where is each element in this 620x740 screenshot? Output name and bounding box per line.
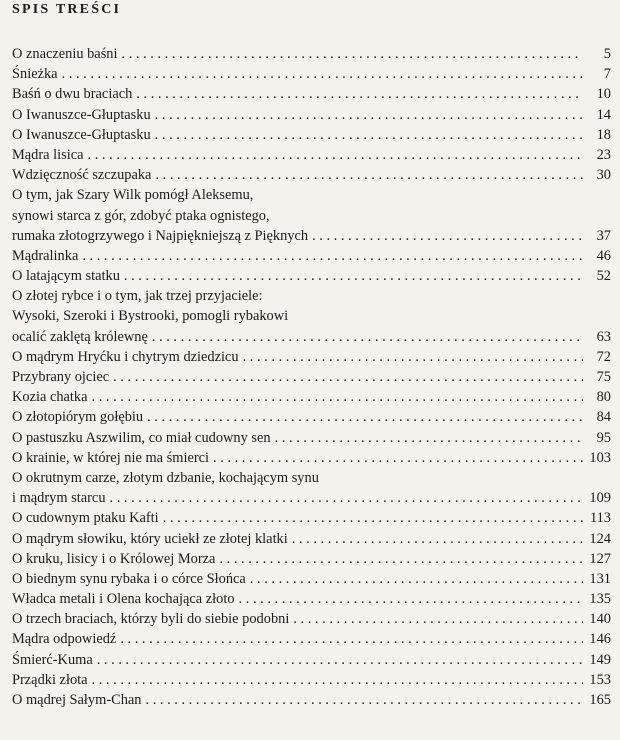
toc-page-number: 10 xyxy=(596,86,611,103)
toc-page-number: 140 xyxy=(589,611,611,628)
toc-entry xyxy=(12,347,611,367)
toc-entry-title: Przybrany ojciec xyxy=(12,369,110,385)
toc-entry-title: rumaka złotogrzywego i Najpiękniejszą z Pięknych xyxy=(12,227,309,244)
toc-entry xyxy=(12,246,611,266)
toc-entry-title: O cudownym ptaku Kafti xyxy=(12,510,159,527)
dot-leader xyxy=(82,246,583,266)
toc-page-number: 18 xyxy=(596,126,611,143)
toc-page-number: 113 xyxy=(589,510,611,527)
dot-leader xyxy=(155,165,583,185)
dot-leader xyxy=(120,629,583,649)
dot-leader xyxy=(62,64,583,84)
toc-entry xyxy=(12,125,611,145)
dot-leader xyxy=(155,105,583,125)
toc-entry xyxy=(12,670,611,690)
toc-entry-title: O kruku, lisicy i o Królowej Morza xyxy=(12,550,216,567)
toc-entry-title: Baśń o dwu braciach xyxy=(12,86,133,103)
toc-page-number: 5 xyxy=(603,46,611,62)
toc-page-number: 146 xyxy=(589,631,611,648)
toc-entry-continuation xyxy=(12,306,611,326)
dot-leader xyxy=(250,569,583,589)
dot-leader xyxy=(312,226,583,246)
toc-entry xyxy=(12,569,611,589)
toc-page-number: 37 xyxy=(596,227,611,244)
toc-entry-title: Wysoki, Szeroki i Bystrooki, pomogli rybakowi xyxy=(12,308,289,325)
toc-entry-title: O trzech braciach, którzy byli do siebie podobni xyxy=(12,611,290,628)
toc-entry-title: O znaczeniu baśni xyxy=(12,46,118,62)
dot-leader xyxy=(92,387,583,407)
toc-entry-title: Mądralinka xyxy=(12,247,79,264)
toc-page-number: 75 xyxy=(596,369,611,385)
page-title: SPIS TREŚCI xyxy=(12,2,122,17)
toc-page-number: 103 xyxy=(589,449,611,466)
toc-entry-continuation xyxy=(12,206,611,226)
toc-entry-title: Wdzięczność szczupaka xyxy=(12,167,152,184)
toc-entry xyxy=(12,226,611,246)
toc-page-number: 95 xyxy=(596,429,611,446)
toc-entry xyxy=(12,105,611,125)
toc-entry-title: O Iwanuszce-Głuptasku xyxy=(12,106,151,123)
toc-entry xyxy=(12,84,611,104)
toc-entry xyxy=(12,145,611,165)
toc-entry xyxy=(12,589,611,609)
toc-entry-title: O mądrym Hryćku i chytrym dziedzicu xyxy=(12,348,239,365)
toc-entry-title: O Iwanuszce-Głuptasku xyxy=(12,126,151,143)
toc-entry xyxy=(12,629,611,649)
dot-leader xyxy=(124,266,583,286)
toc-entry-title: Władca metali i Olena kochająca złoto xyxy=(12,591,235,608)
toc-entry xyxy=(12,387,611,407)
toc-entry-title: O okrutnym carze, złotym dzbanie, kochającym synu xyxy=(12,469,319,486)
toc-page-number: 153 xyxy=(589,671,611,688)
toc-entry-title: O mądrym słowiku, który uciekł ze złotej klatki xyxy=(12,530,288,547)
toc-page-number: 84 xyxy=(596,409,611,426)
toc-entry xyxy=(12,367,611,387)
dot-leader xyxy=(293,609,583,629)
toc-entry-title: O pastuszku Aszwilim, co miał cudowny sen xyxy=(12,429,271,446)
dot-leader xyxy=(275,428,583,448)
toc-entry-title: synowi starca z gór, zdobyć ptaka ognistego, xyxy=(12,207,270,224)
dot-leader xyxy=(152,327,583,347)
toc-page-number: 127 xyxy=(589,550,611,567)
toc-entry-title: Śmierć-Kuma xyxy=(12,651,93,668)
toc-page-number: 23 xyxy=(596,146,611,163)
toc-page-number: 63 xyxy=(596,328,611,345)
toc-page-number: 135 xyxy=(589,591,611,608)
toc-page-number: 72 xyxy=(596,348,611,365)
toc-entry-title: O złotej rybce i o tym, jak trzej przyjaciele: xyxy=(12,288,263,305)
toc-page-number: 109 xyxy=(589,490,611,507)
dot-leader xyxy=(110,488,583,508)
toc-entry-title: Mądra lisica xyxy=(12,146,84,163)
toc-entry-title: O krainie, w której nie ma śmierci xyxy=(12,449,210,466)
toc-entry xyxy=(12,488,611,508)
dot-leader xyxy=(163,508,583,528)
toc-page-number: 7 xyxy=(603,66,611,83)
toc-entry-title: Śnieżka xyxy=(12,66,58,83)
toc-page-number: 149 xyxy=(589,651,611,668)
dot-leader xyxy=(88,145,583,165)
toc-entry xyxy=(12,448,611,468)
toc-entry-title: O mądrej Sałym-Chan xyxy=(12,692,142,708)
toc-page-number: 131 xyxy=(589,570,611,587)
toc-entry-continuation xyxy=(12,185,611,205)
toc-page-number: 165 xyxy=(589,692,611,708)
toc-entry xyxy=(12,44,611,64)
toc-entry-title: i mądrym starcu xyxy=(12,490,106,507)
dot-leader xyxy=(243,347,583,367)
toc-entry xyxy=(12,690,611,710)
toc-entry xyxy=(12,609,611,629)
dot-leader xyxy=(136,84,583,104)
toc-entry xyxy=(12,650,611,670)
toc-page-number: 80 xyxy=(596,389,611,406)
dot-leader xyxy=(92,670,583,690)
toc-page-number: 46 xyxy=(596,247,611,264)
toc-entry xyxy=(12,407,611,427)
toc-entry-title: O tym, jak Szary Wilk pomógł Aleksemu, xyxy=(12,187,254,204)
dot-leader xyxy=(239,589,583,609)
dot-leader xyxy=(122,44,584,64)
dot-leader xyxy=(213,448,583,468)
toc-entry xyxy=(12,327,611,347)
table-of-contents xyxy=(12,44,611,710)
toc-page-number: 52 xyxy=(596,268,611,285)
dot-leader xyxy=(113,367,583,387)
toc-page-number: 14 xyxy=(596,106,611,123)
dot-leader xyxy=(219,549,583,569)
toc-page-number: 124 xyxy=(589,530,611,547)
toc-entry xyxy=(12,508,611,528)
toc-entry xyxy=(12,64,611,84)
toc-entry xyxy=(12,529,611,549)
toc-entry-title: O biednym synu rybaka i o córce Słońca xyxy=(12,570,246,587)
toc-entry-title: Mądra odpowiedź xyxy=(12,631,117,648)
toc-page-number: 30 xyxy=(596,167,611,184)
toc-entry xyxy=(12,165,611,185)
toc-entry-title: Kozia chatka xyxy=(12,389,88,406)
toc-entry-title: ocalić zaklętą królewnę xyxy=(12,328,148,345)
toc-entry xyxy=(12,266,611,286)
toc-entry xyxy=(12,549,611,569)
dot-leader xyxy=(155,125,583,145)
dot-leader xyxy=(292,529,583,549)
toc-entry-continuation xyxy=(12,468,611,488)
toc-entry-title: O złotopiórym gołębiu xyxy=(12,409,144,426)
toc-entry xyxy=(12,428,611,448)
toc-entry-title: Prządki złota xyxy=(12,671,88,688)
dot-leader xyxy=(146,690,584,710)
toc-entry-continuation xyxy=(12,286,611,306)
dot-leader xyxy=(147,407,583,427)
toc-entry-title: O latającym statku xyxy=(12,268,120,285)
dot-leader xyxy=(97,650,583,670)
